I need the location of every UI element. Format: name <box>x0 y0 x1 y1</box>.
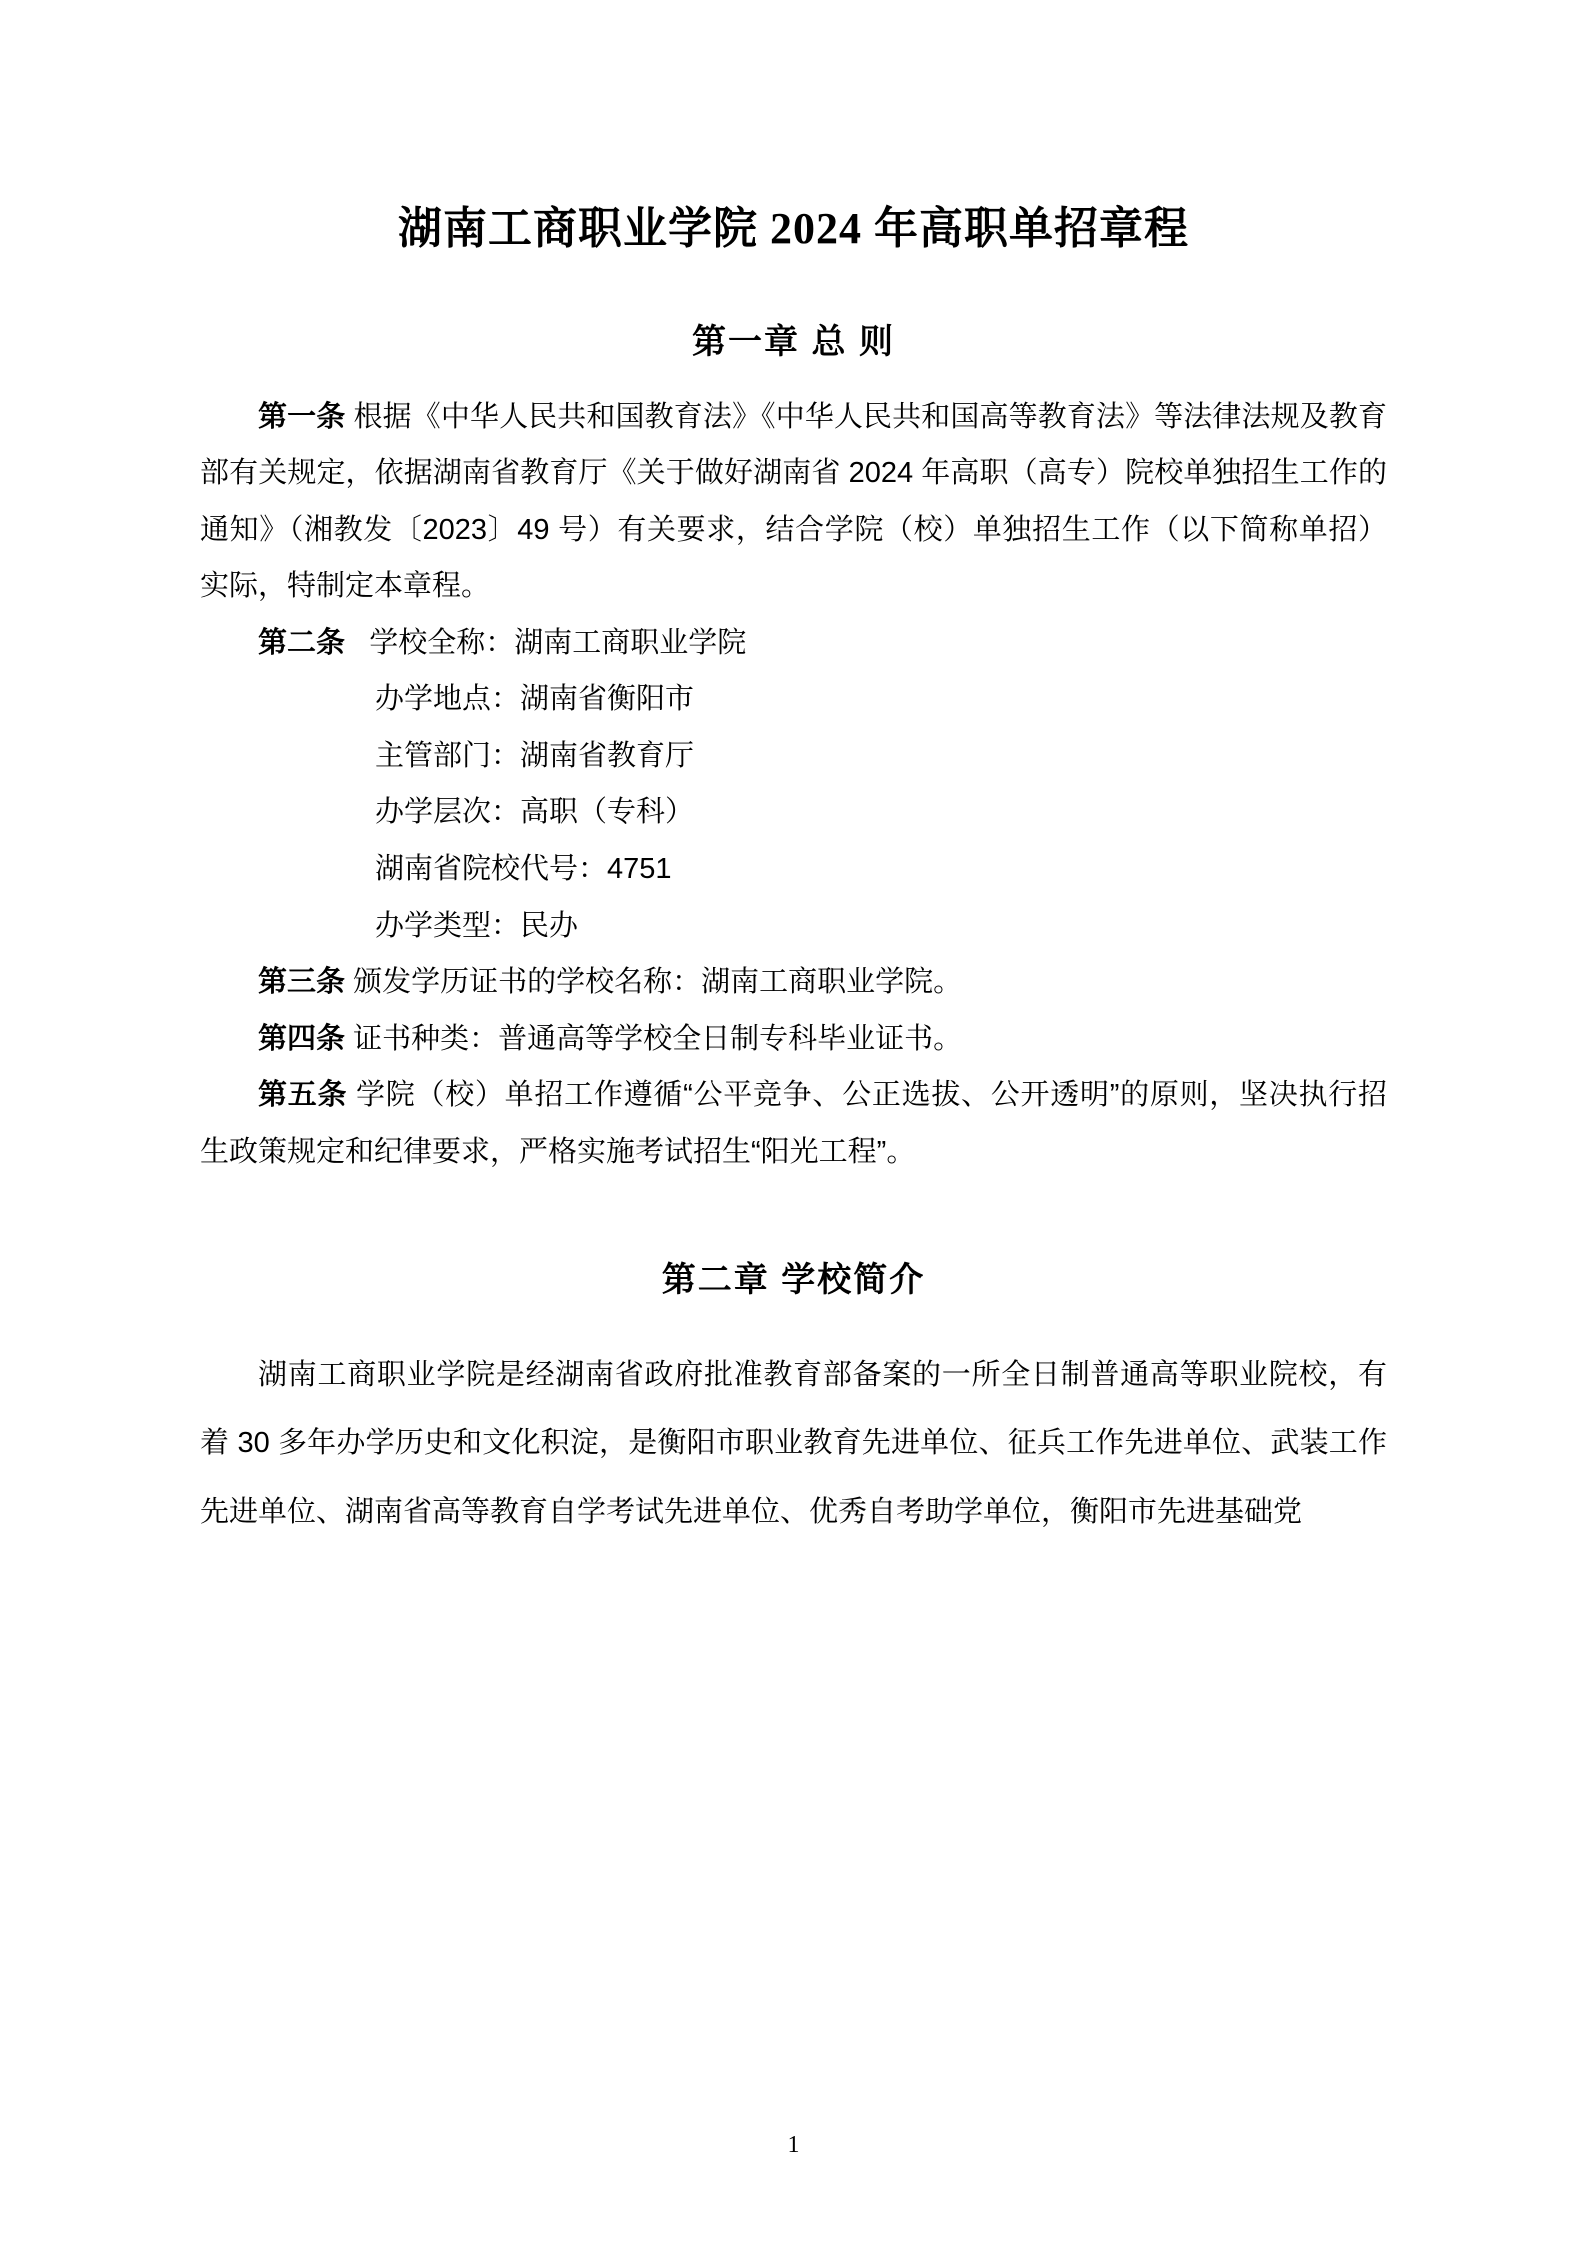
article-2-paragraph <box>200 615 1387 672</box>
article-1-label: 第一条 <box>258 400 346 433</box>
article-1-paragraph <box>200 389 1387 615</box>
article-3-text: 颁发学历证书的学校名称：湖南工商职业学院。 <box>353 966 963 999</box>
article-2-text: 学校全称：湖南工商职业学院 <box>369 626 747 659</box>
article-2-line-2: 主管部门：湖南省教育厅 <box>375 739 695 772</box>
page-title: 湖南工商职业学院 2024 年高职单招章程 <box>398 204 1189 253</box>
article-2-label: 第二条 <box>258 626 346 659</box>
article-2-line-4: 湖南省院校代号：4751 <box>375 852 672 885</box>
article-4-paragraph <box>200 1011 1387 1068</box>
article-3-label: 第三条 <box>258 966 346 999</box>
chapter-1-heading: 第一章 总 则 <box>692 322 895 361</box>
article-5-paragraph <box>200 1067 1387 1180</box>
article-4-text: 证书种类：普通高等学校全日制专科毕业证书。 <box>353 1022 963 1055</box>
article-4-label: 第四条 <box>258 1022 346 1055</box>
page-number: 1 <box>787 2132 800 2158</box>
article-3-paragraph <box>200 954 1387 1011</box>
chapter-2-heading: 第二章 学校简介 <box>661 1261 926 1300</box>
article-1-text: 根据《中华人民共和国教育法》《中华人民共和国高等教育法》等法律法规及教育部有关规定，依据湖南省教育厅《关于做好湖南省 2024 年高职（高专）院校单独招生工作的通知》（湘教发〔2023〕49 号）有关要求，结合学院（校）单独招生工作（以下简称单招）实际，特制定本章程。 <box>200 400 1387 603</box>
article-5-text: 学院（校）单招工作遵循“公平竞争、公正选拔、公开透明”的原则，坚决执行招生政策规定和纪律要求，严格实施考试招生“阳光工程”。 <box>200 1079 1387 1168</box>
article-2-line-1: 办学地点：湖南省衡阳市 <box>375 683 695 716</box>
article-2-line-3: 办学层次：高职（专科） <box>375 796 695 829</box>
chapter-2-paragraph-1: 湖南工商职业学院是经湖南省政府批准教育部备案的一所全日制普通高等职业院校，有着 30 多年办学历史和文化积淀，是衡阳市职业教育先进单位、征兵工作先进单位、武装工作先进单位、湖南省高等教育自学考试先进单位、优秀自考助学单位，衡阳市先进基础党 <box>200 1359 1387 1528</box>
article-2-line-5: 办学类型：民办 <box>375 909 579 942</box>
article-5-label: 第五条 <box>258 1079 348 1112</box>
